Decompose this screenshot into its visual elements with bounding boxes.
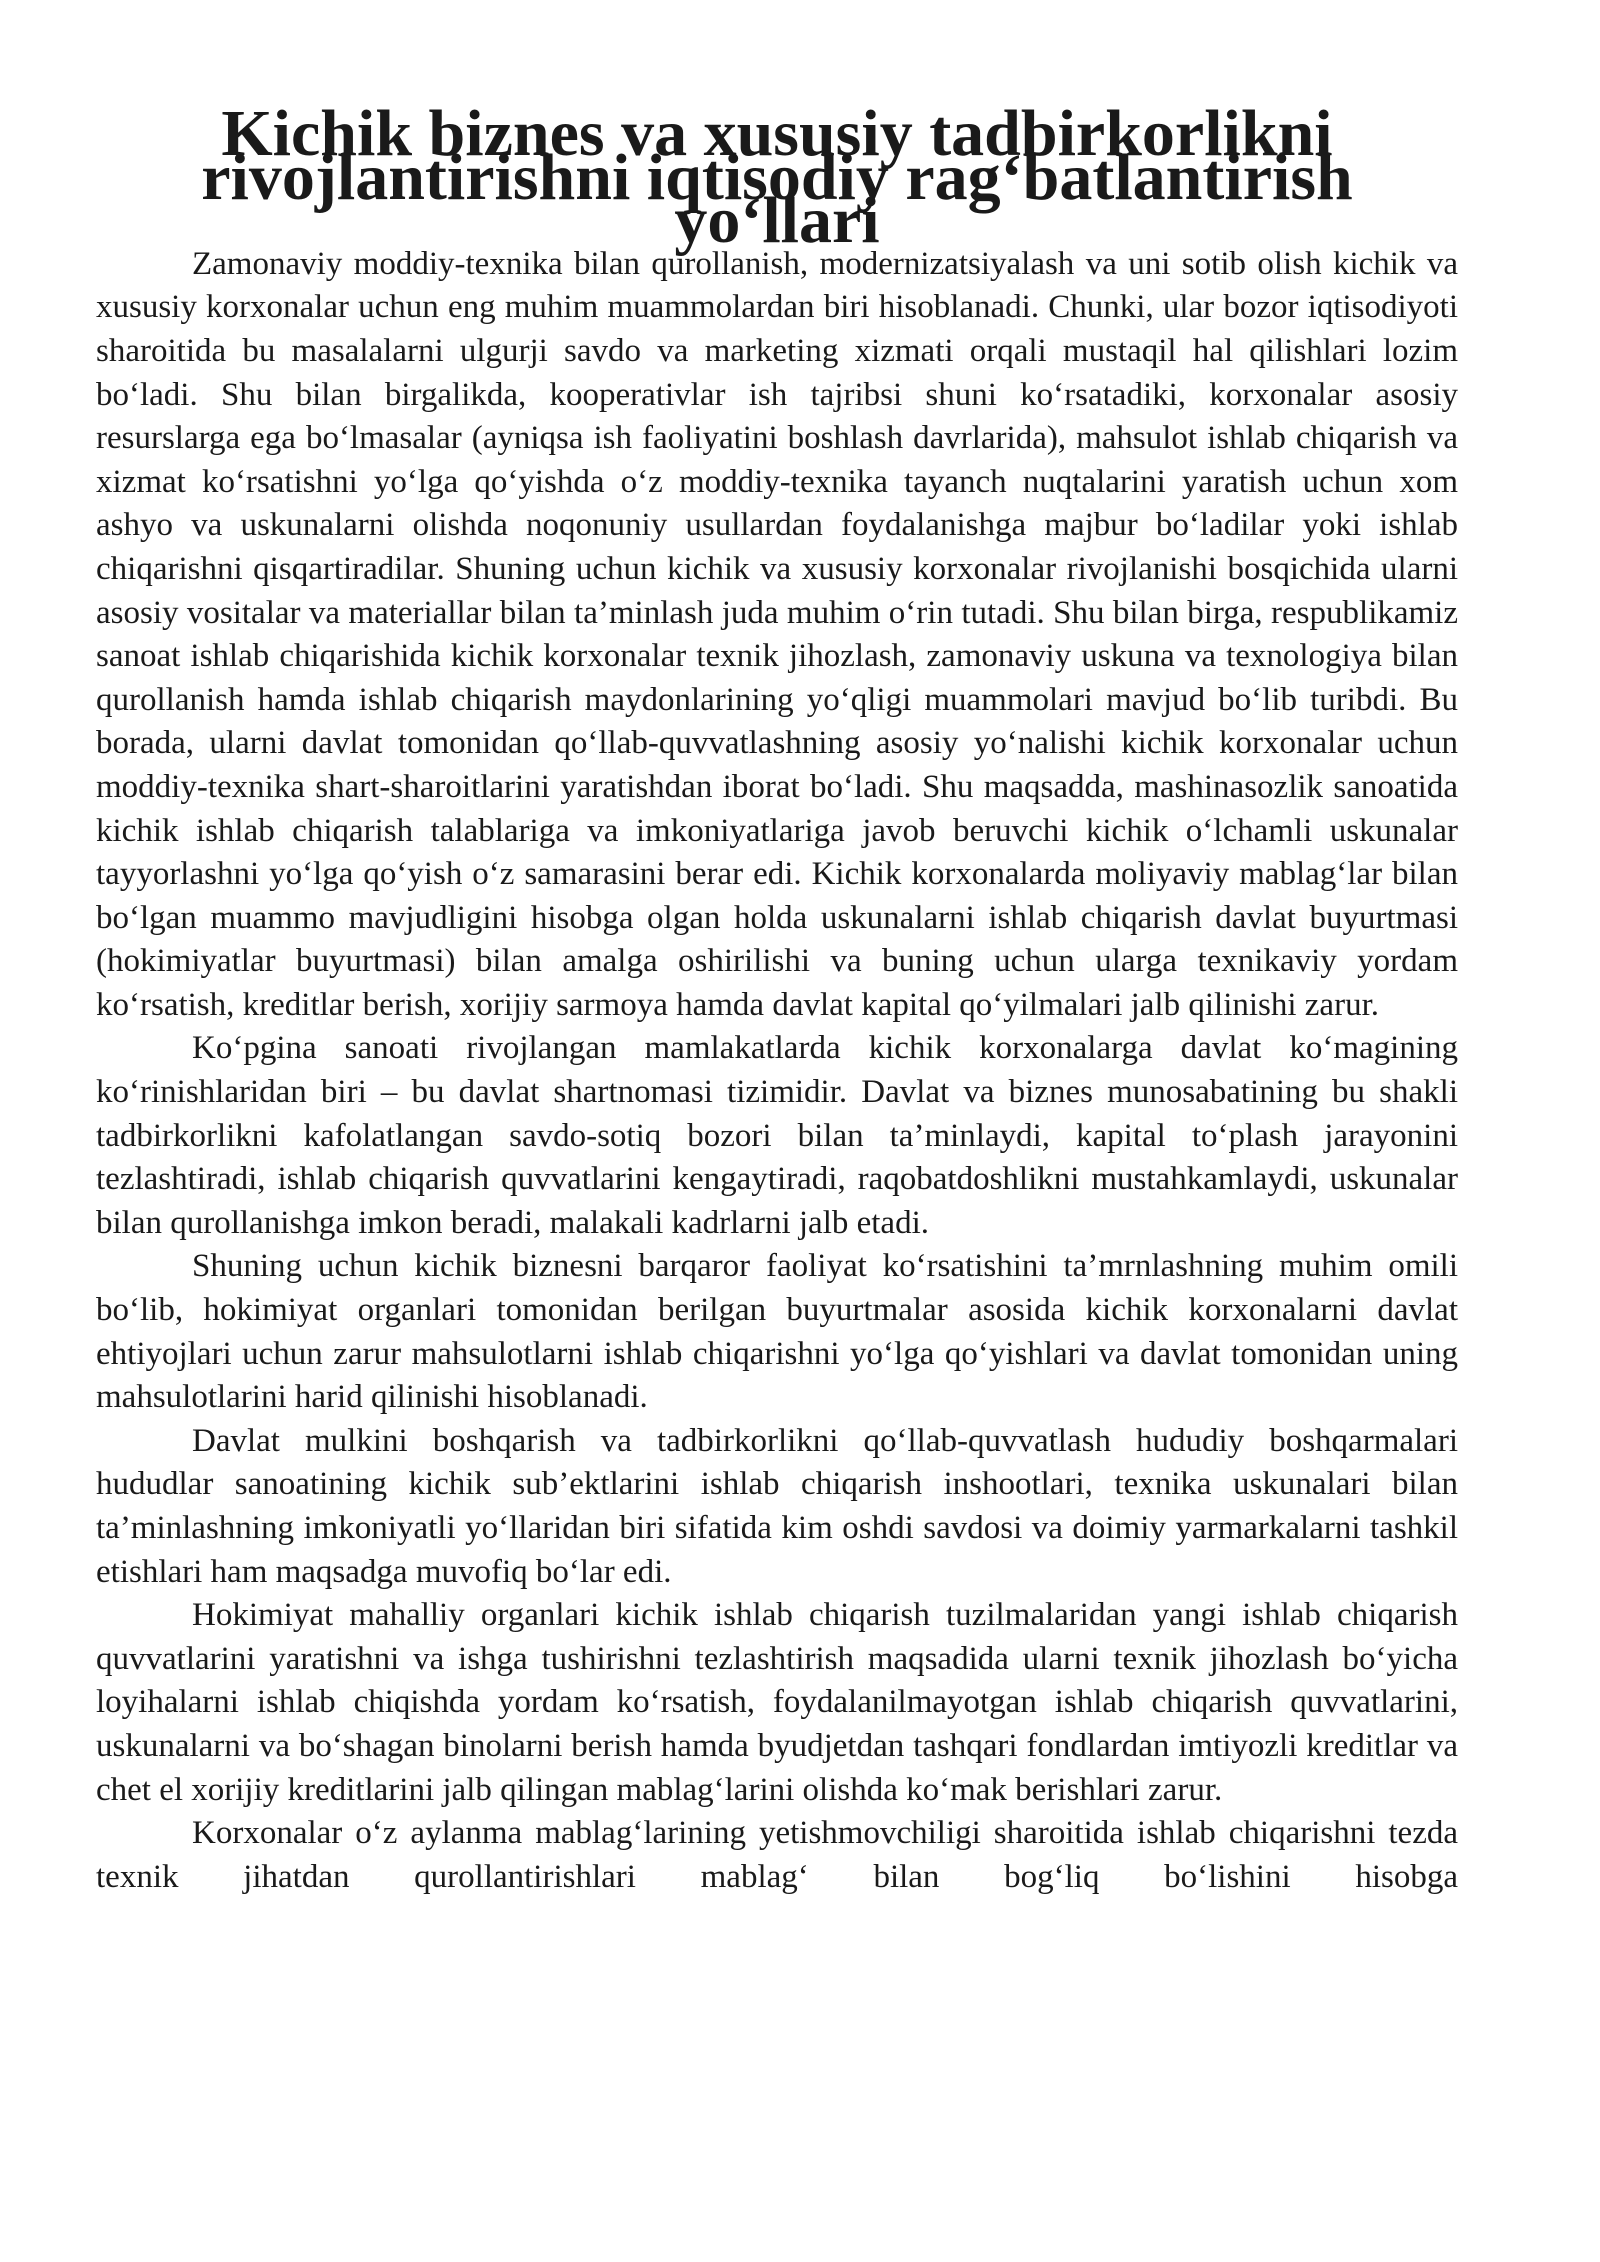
document-page (96, 97, 1458, 1899)
paragraph-1: Zamonaviy moddiy-texnika bilan qurollanish, modernizatsiyalash va uni sotib olish kichik va xususiy korxonalar uchun eng muhim muammolardan biri hisoblanadi. Chunki, ular bozor iqtisodiyoti sharoitida bu masalalarni ulgurji savdo va marketing xizmati orqali mustaqil hal qilishlari lozim bo‘ladi. Shu bilan birgalikda, kooperativlar ish tajribsi shuni ko‘rsatadiki, korxonalar asosiy resurslarga ega bo‘lmasalar (ayniqsa ish faoliyatini boshlash davrlarida), mahsulot ishlab chiqarish va xizmat ko‘rsatishni yo‘lga qo‘yishda o‘z moddiy-texnika tayanch nuqtalarini yaratish uchun xom ashyo va uskunalarni olishda noqonuniy usullardan foydalanishga majbur bo‘ladilar yoki ishlab chiqarishni qisqartiradilar. Shuning uchun kichik va xususiy korxonalar rivojlanishi bosqichida ularni asosiy vositalar va materiallar bilan ta’minlash juda muhim o‘rin tutadi. Shu bilan birga, respublikamiz sanoat ishlab chiqarishida kichik korxonalar texnik jihozlash, zamonaviy uskuna va texnologiya bilan qurollanish hamda ishlab chiqarish maydonlarining yo‘qligi muammolari mavjud bo‘lib turibdi. Bu borada, ularni davlat tomonidan qo‘llab-quvvatlashning asosiy yo‘nalishi kichik korxonalar uchun moddiy-texnika shart-sharoitlarini yaratishdan iborat bo‘ladi. Shu maqsadda, mashinasozlik sanoatida kichik ishlab chiqarish talablariga va imkoniyatlariga javob beruvchi kichik o‘lchamli uskunalar tayyorlashni yo‘lga qo‘yish o‘z samarasini berar edi. Kichik korxonalarda moliyaviy mablag‘lar bilan bo‘lgan muammo mavjudligini hisobga olgan holda uskunalarni ishlab chiqarish davlat buyurtmasi (hokimiyatlar buyurtmasi) bilan amalga oshirilishi va buning uchun ularga texnikaviy yordam ko‘rsatish, kreditlar berish, xorijiy sarmoya hamda davlat kapital qo‘yilmalari jalb qilinishi zarur. (96, 245, 1458, 1023)
paragraph-6: Korxonalar o‘z aylanma mablag‘larining yetishmovchiligi sharoitida ishlab chiqarishni tezda texnik jihatdan qurollantirishlari mablag‘ bilan bog‘liq bo‘lishini hisobga (96, 1815, 1458, 1895)
document-title: Kichik biznes va xususiy tadbirkorlikni rivojlantirishni iqtisodiy rag‘batlantirish yo‘llari (201, 97, 1353, 258)
paragraph-4: Davlat mulkini boshqarish va tadbirkorlikni qo‘llab-quvvatlash hududiy boshqarmalari hududlar sanoatining kichik sub’ektlarini ishlab chiqarish inshootlari, texnika uskunalari bilan ta’minlashning imkoniyatli yo‘llaridan biri sifatida kim oshdi savdosi va doimiy yarmarkalarni tashkil etishlari ham maqsadga muvofiq bo‘lar edi. (96, 1422, 1458, 1590)
paragraph-3: Shuning uchun kichik biznesni barqaror faoliyat ko‘rsatishini ta’mrnlashning muhim omili bo‘lib, hokimiyat organlari tomonidan berilgan buyurtmalar asosida kichik korxonalarni davlat ehtiyojlari uchun zarur mahsulotlarni ishlab chiqarishni yo‘lga qo‘yishlari va davlat tomonidan uning mahsulotlarini harid qilinishi hisoblanadi. (96, 1248, 1458, 1416)
paragraph-2: Ko‘pgina sanoati rivojlangan mamlakatlarda kichik korxonalarga davlat ko‘magining ko‘rinishlaridan biri – bu davlat shartnomasi tizimidir. Davlat va biznes munosabatining bu shakli tadbirkorlikni kafolatlangan savdo-sotiq bozori bilan ta’minlaydi, kapital to‘plash jarayonini tezlashtiradi, ishlab chiqarish quvvatlarini kengaytiradi, raqobatdoshlikni mustahkamlaydi, uskunalar bilan qurollanishga imkon beradi, malakali kadrlarni jalb etadi. (96, 1030, 1458, 1241)
paragraph-5: Hokimiyat mahalliy organlari kichik ishlab chiqarish tuzilmalaridan yangi ishlab chiqarish quvvatlarini yaratishni va ishga tushirishni tezlashtirish maqsadida ularni texnik jihozlash bo‘yicha loyihalarni ishlab chiqishda yordam ko‘rsatish, foydalanilmayotgan ishlab chiqarish quvvatlarini, uskunalarni va bo‘shagan binolarni berish hamda byudjetdan tashqari fondlardan imtiyozli kreditlar va chet el xorijiy kreditlarini jalb qilingan mablag‘larini olishda ko‘mak berishlari zarur. (96, 1597, 1458, 1808)
